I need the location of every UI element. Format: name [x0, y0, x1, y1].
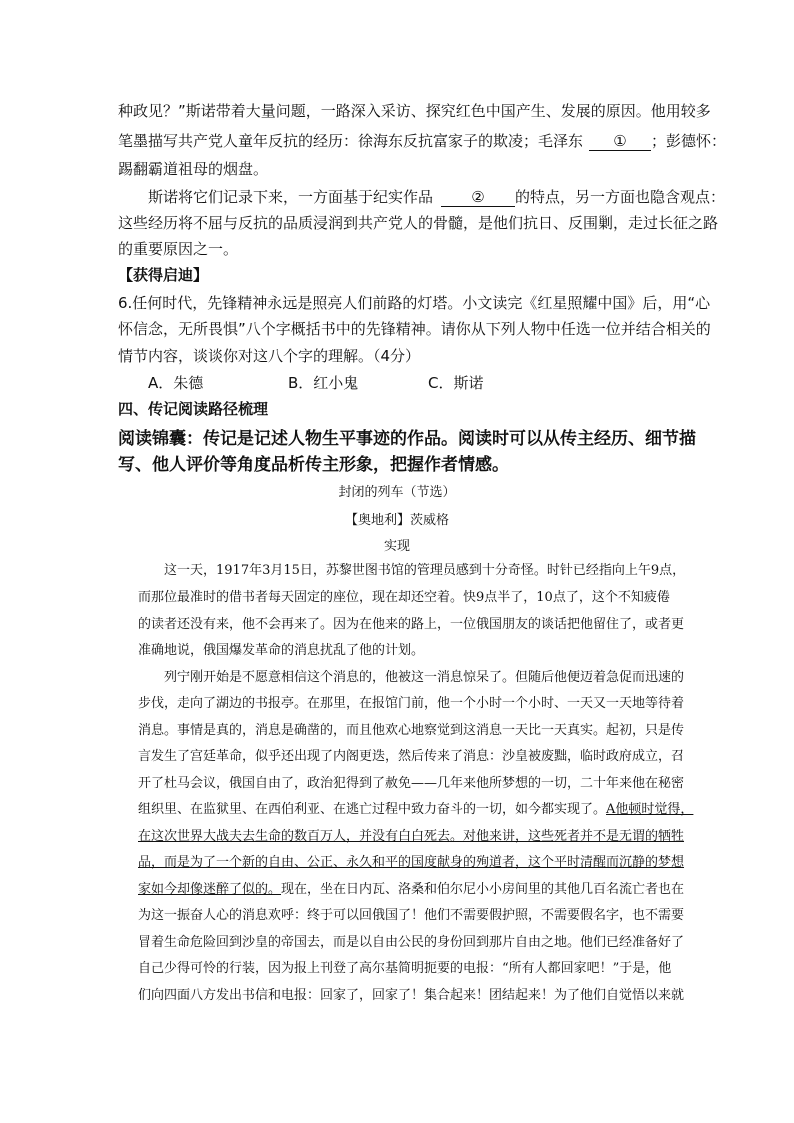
article-line: 而那位最准时的借书者每天固定的座位，现在却还空着。快9点半了，10点了，这个不知疲倦 — [138, 590, 670, 605]
underlined-line: 在这次世界大战夫去生命的数百万人，并没有白白死去。对他来讲，这些死者并不是无谓的牺牲 — [138, 829, 685, 844]
underlined-line: 品，而是为了一个新的自由、公正、永久和平的国度献身的殉道者，这个平时清醒而沉静的梦想 — [138, 855, 685, 870]
article-author: 【奥地利】茨威格 — [344, 513, 449, 528]
option-list — [148, 372, 483, 393]
paragraph-line — [148, 186, 725, 207]
option-b: B．红小鬼 — [288, 374, 359, 392]
text-segment: 笔墨描写共产党人童年反抗的经历：徐海东反抗富家子的欺凌；毛泽东 — [118, 132, 584, 150]
question-line: 6.任何时代，先锋精神永远是照亮人们前路的灯塔。小文读完《红星照耀中国》后，用“心 — [118, 294, 711, 312]
article-line: 冒着生命危险回到沙皇的帝国去，而是以自由公民的身份回到那片自由之地。他们已经准备好了 — [138, 935, 685, 950]
article-line: 步伐，走向了湖边的书报亭。在那里，在报馆门前，他一个小时一个小时、一天又一天地等待着 — [138, 696, 685, 711]
article-line: 列宁刚开始是不愿意相信这个消息的，他被这一消息惊呆了。但随后他便迈着急促而迅速的 — [164, 670, 685, 685]
section-heading-four: 四、传记阅读路径梳理 — [118, 400, 269, 418]
text-segment: 的特点，另一方面也隐含观点： — [515, 188, 726, 206]
article-line: 准确地说，俄国爆发革命的消息扰乱了他的计划。 — [138, 643, 425, 658]
article-line — [138, 878, 684, 897]
article-line: 自己少得可怜的行装，因为报上刊登了高尔基简明扼要的电报：“所有人都回家吧！”于是，他 — [138, 961, 672, 976]
fill-blank-1: ① — [589, 132, 651, 151]
reading-tips-line: 阅读锦囊：传记是记述人物生平事迹的作品。阅读时可以从传主经历、细节描 — [118, 429, 696, 449]
article-line: 为这一振奋人心的消息欢呼：终于可以回俄国了！他们不需要假护照，不需要假名字，也不需要 — [138, 908, 685, 923]
question-line: 怀信念，无所畏惧”八个字概括书中的先锋精神。请你从下列人物中任选一位并结合相关的 — [118, 320, 711, 338]
paragraph-line: 种政见？”斯诺带着大量问题，一路深入采访、探究红色中国产生、发展的原因。他用较多 — [118, 102, 711, 120]
article-line — [138, 798, 693, 817]
article-subtitle: 实现 — [383, 539, 410, 554]
question-line: 情节内容，谈谈你对这八个字的理解。（4分） — [118, 347, 421, 365]
option-a: A．朱德 — [148, 374, 204, 392]
article-line: 开了杜马会议，俄国自由了，政治犯得到了赦免——几年来他所梦想的一切，二十年来他在秘密 — [138, 776, 685, 791]
text-segment: 斯诺将它们记录下来，一方面基于纪实作品 — [148, 188, 434, 206]
text-segment: 现在，坐在日内瓦、洛桑和伯尔尼小小房间里的其他几百名流亡者也在 — [281, 882, 685, 897]
paragraph-line: 踢翻霸道祖母的烟盘。 — [118, 160, 269, 178]
text-segment: ；彭德怀： — [651, 132, 727, 150]
article-line: 这一天，1917年3月15日，苏黎世图书馆的管理员感到十分奇怪。时针已经指向上午9点， — [164, 563, 686, 578]
paragraph-line: 这些经历将不屈与反抗的品质浸润到共产党人的骨髓，是他们抗日、反围剿，走过长征之路 — [118, 214, 719, 232]
fill-blank-2: ② — [441, 188, 515, 207]
paragraph-line: 的重要原因之一。 — [118, 240, 239, 258]
option-c: C．斯诺 — [428, 374, 484, 392]
section-heading-enlightenment: 【获得启迪】 — [118, 266, 209, 284]
article-line: 们向四面八方发出书信和电报：回家了，回家了！集合起来！团结起来！为了他们自觉悟以来就 — [138, 988, 685, 1003]
article-line: 言发生了宫廷革命，似乎还出现了内阁更迭，然后传来了消息：沙皇被废黜，临时政府成立，召 — [138, 749, 685, 764]
underlined-segment: 家如今却像迷醉了似的。 — [138, 882, 282, 897]
paragraph-line — [118, 130, 726, 151]
article-line: 消息。事情是真的，消息是确凿的，而且他欢心地察觉到这消息一天比一天真实。起初，只是传 — [138, 723, 685, 738]
text-segment: 组织里、在监狱里、在西伯利亚、在逃亡过程中致力奋斗的一切，如今都实现了。 — [138, 802, 607, 817]
article-line: 的读者还没有来，他不会再来了。因为在他来的路上，一位俄国朋友的谈话把他留住了，或者更 — [138, 617, 685, 632]
underlined-segment-a: A他顿时觉得， — [606, 802, 694, 817]
article-title: 封闭的列车（节选） — [338, 485, 456, 500]
reading-tips-line: 写、他人评价等角度品析传主形象，把握作者情感。 — [118, 455, 509, 475]
